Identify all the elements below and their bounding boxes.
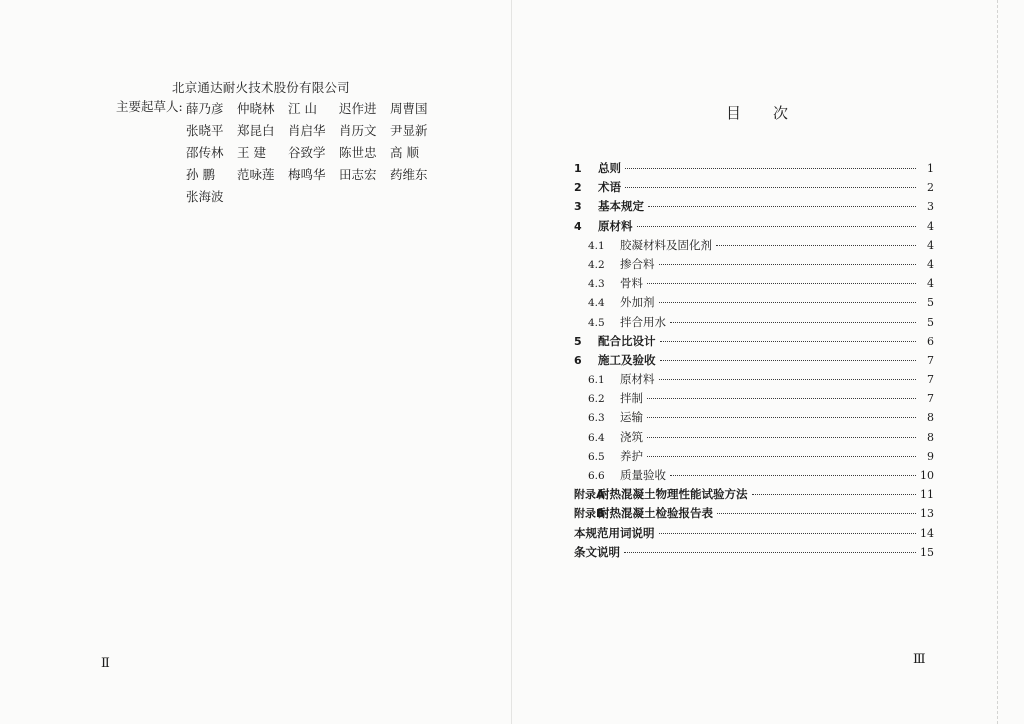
toc-entry-number: 5	[574, 334, 582, 348]
toc-entry-title: 耐热混凝土检验报告表	[598, 506, 713, 521]
toc-entry-title: 浇筑	[620, 429, 643, 444]
drafter-name: 药维东	[390, 167, 428, 182]
toc-leader-dots	[625, 186, 916, 188]
drafter-name: 周曹国	[390, 101, 428, 116]
toc-entry-title: 胶凝材料及固化剂	[620, 237, 712, 252]
toc-entry[interactable]	[574, 352, 934, 371]
toc-entry[interactable]	[574, 275, 934, 294]
toc-leader-dots	[647, 416, 916, 418]
toc-entry-page: 5	[927, 315, 934, 329]
toc-entry[interactable]	[574, 544, 934, 563]
toc-entry-page: 8	[927, 430, 934, 444]
toc-entry[interactable]	[574, 160, 934, 179]
toc-leader-dots	[648, 205, 916, 207]
toc-leader-dots	[659, 263, 917, 265]
drafter-name: 肖启华	[288, 123, 326, 138]
drafter-name: 谷致学	[288, 145, 326, 160]
toc-entry-title: 质量验收	[620, 468, 666, 482]
toc-entry[interactable]	[574, 179, 934, 198]
drafter-name: 张晓平	[186, 123, 224, 138]
drafter-name: 郑昆白	[237, 123, 275, 138]
toc-entry-page: 7	[927, 373, 934, 387]
toc-leader-dots	[659, 532, 917, 534]
toc-entry-page: 4	[927, 257, 934, 271]
toc-entry-page: 7	[927, 392, 934, 406]
drafter-name: 张海波	[186, 189, 224, 204]
toc-entry-number: 4	[574, 219, 582, 233]
toc-entry-page: 4	[927, 219, 934, 233]
page-number-right: Ⅲ	[913, 652, 926, 667]
toc-entry-number: 1	[574, 162, 582, 175]
toc-entry[interactable]	[574, 525, 934, 544]
toc-entry-number: 6.1	[588, 374, 605, 387]
toc-entry-title: 外加剂	[620, 295, 655, 310]
toc-leader-dots	[647, 397, 916, 399]
toc-leader-dots	[670, 321, 916, 323]
toc-entry-page: 2	[927, 181, 934, 195]
toc-entry-title: 条文说明	[574, 544, 620, 559]
drafter-name: 仲晓林	[237, 101, 275, 116]
toc-entry[interactable]	[574, 409, 934, 428]
toc-entry[interactable]	[574, 486, 934, 505]
toc-entry-number: 附录A	[574, 488, 605, 502]
toc-entry[interactable]	[574, 256, 934, 275]
drafter-row	[186, 97, 441, 119]
toc-entry-number: 2	[574, 181, 582, 195]
toc-entry-page: 5	[927, 296, 934, 310]
toc-entry-number: 4.5	[588, 316, 605, 329]
toc-entry-title: 总则	[598, 161, 621, 175]
toc-leader-dots	[660, 359, 917, 361]
toc-entry-title: 拌制	[620, 391, 643, 406]
toc-entry[interactable]	[574, 505, 934, 524]
drafters-label: 主要起草人:	[116, 99, 183, 114]
toc-entry-title: 耐热混凝土物理性能试验方法	[598, 487, 748, 502]
toc-entry-title: 原材料	[598, 218, 633, 233]
toc-entry-page: 1	[927, 162, 934, 175]
drafter-name: 范咏莲	[237, 167, 275, 182]
toc-entry[interactable]	[574, 448, 934, 467]
toc-leader-dots	[647, 436, 916, 438]
table-of-contents	[574, 160, 934, 563]
drafter-name: 高 顺	[390, 145, 419, 160]
toc-entry-page: 8	[927, 411, 934, 425]
toc-leader-dots	[660, 340, 917, 342]
drafter-name: 田志宏	[339, 167, 377, 182]
toc-leader-dots	[670, 474, 916, 476]
toc-entry-page: 14	[920, 526, 934, 540]
toc-entry-number: 6.3	[588, 412, 605, 425]
right-page	[512, 0, 1024, 724]
toc-entry-title: 拌合用水	[620, 314, 666, 329]
toc-entry-page: 4	[927, 277, 934, 291]
toc-leader-dots	[752, 493, 917, 495]
toc-entry-page: 4	[927, 238, 934, 252]
drafter-name: 尹显新	[390, 123, 428, 138]
toc-entry-page: 11	[920, 488, 934, 502]
toc-entry[interactable]	[574, 390, 934, 409]
toc-entry-number: 3	[574, 200, 582, 214]
toc-entry-number: 6.4	[588, 431, 605, 444]
toc-entry-number: 6.5	[588, 450, 605, 463]
drafter-name: 陈世忠	[339, 145, 377, 160]
drafter-row	[186, 163, 441, 185]
toc-entry-title: 运输	[620, 410, 643, 425]
toc-leader-dots	[625, 167, 916, 169]
toc-entry-number: 4.1	[588, 239, 605, 252]
toc-entry-title: 骨料	[620, 276, 643, 291]
toc-entry[interactable]	[574, 371, 934, 390]
toc-entry-number: 6.2	[588, 393, 605, 406]
toc-entry-page: 13	[920, 507, 934, 521]
toc-leader-dots	[637, 225, 917, 227]
toc-leader-dots	[647, 282, 916, 284]
toc-leader-dots	[647, 455, 916, 457]
toc-entry-title: 原材料	[620, 372, 655, 387]
toc-entry[interactable]	[574, 429, 934, 448]
drafter-row	[186, 141, 441, 163]
drafter-name: 薛乃彦	[186, 101, 224, 116]
toc-entry-number: 4.4	[588, 297, 605, 310]
toc-title: 目次	[726, 104, 821, 122]
drafter-name: 迟作进	[339, 101, 377, 116]
toc-entry-title: 基本规定	[598, 199, 644, 214]
toc-entry-number: 6.6	[588, 470, 605, 482]
toc-entry-page: 7	[927, 353, 934, 367]
toc-entry-page: 9	[927, 449, 934, 463]
page-number-left: Ⅱ	[101, 656, 110, 671]
drafters-list	[186, 97, 441, 207]
toc-entry-page: 15	[920, 545, 934, 559]
toc-entry-number: 4.2	[588, 258, 605, 271]
drafter-name: 邵传林	[186, 145, 224, 160]
toc-entry[interactable]	[574, 218, 934, 237]
drafter-name: 肖历文	[339, 123, 377, 138]
toc-entry-page: 6	[927, 334, 934, 348]
toc-entry-number: 4.3	[588, 278, 605, 291]
toc-entry[interactable]	[574, 294, 934, 313]
toc-entry-number: 6	[574, 353, 582, 367]
page-edge-line	[997, 0, 998, 724]
toc-leader-dots	[624, 551, 916, 553]
toc-entry[interactable]	[574, 467, 934, 486]
toc-entry-title: 施工及验收	[598, 352, 656, 367]
drafter-name: 王 建	[237, 145, 266, 160]
toc-leader-dots	[659, 301, 917, 303]
drafter-row	[186, 185, 441, 207]
toc-entry-title: 本规范用词说明	[574, 525, 655, 540]
toc-entry-number: 附录B	[574, 507, 605, 521]
toc-entry-title: 掺合料	[620, 256, 655, 271]
drafter-name: 孙 鹏	[186, 167, 215, 182]
drafter-name: 江 山	[288, 101, 317, 116]
toc-entry[interactable]	[574, 314, 934, 333]
toc-entry[interactable]	[574, 333, 934, 352]
toc-entry-page: 3	[927, 200, 934, 214]
toc-entry[interactable]	[574, 237, 934, 256]
toc-entry-page: 10	[920, 469, 934, 482]
toc-leader-dots	[659, 378, 917, 380]
toc-leader-dots	[716, 244, 916, 246]
toc-leader-dots	[717, 512, 916, 514]
drafting-organization: 北京通达耐火技术股份有限公司	[172, 80, 350, 95]
toc-entry[interactable]	[574, 198, 934, 217]
toc-entry-title: 配合比设计	[598, 333, 656, 348]
toc-entry-title: 术语	[598, 180, 621, 195]
drafter-name: 梅鸣华	[288, 167, 326, 182]
drafter-row	[186, 119, 441, 141]
toc-entry-title: 养护	[620, 448, 643, 463]
